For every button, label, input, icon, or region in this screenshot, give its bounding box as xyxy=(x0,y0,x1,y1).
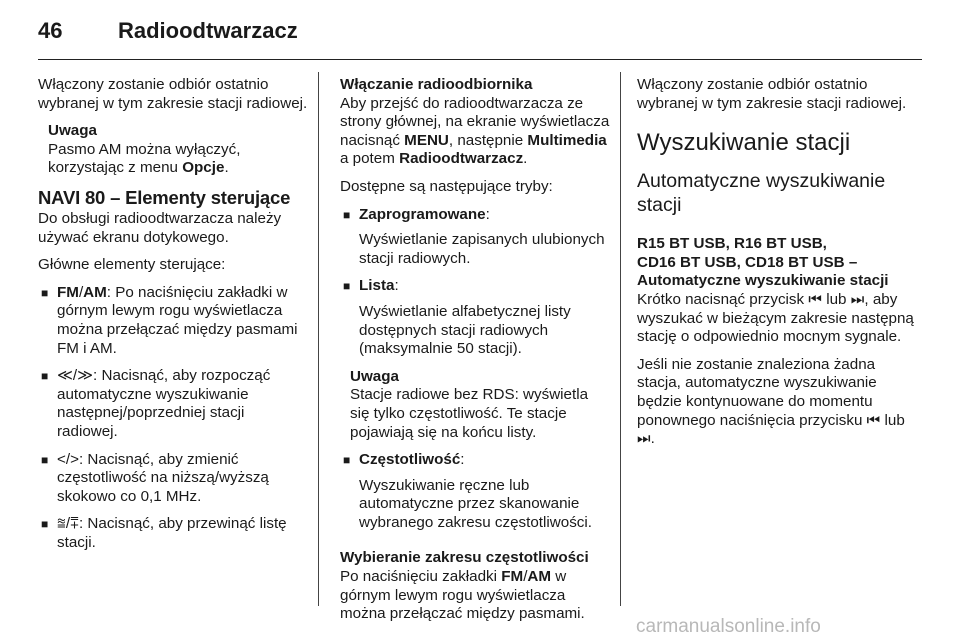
intro-paragraph: Włączony zostanie odbiór ostatnio wybranej w tym zakresie stacji radiowej. xyxy=(637,76,907,112)
modes-list xyxy=(340,451,610,532)
model-heading-line: CD16 BT USB, CD18 BT USB – xyxy=(637,253,858,271)
mode-label: Lista xyxy=(359,277,395,295)
colon: : xyxy=(394,277,399,295)
column-divider-left xyxy=(318,72,319,606)
list-item xyxy=(340,451,610,532)
column-left xyxy=(38,76,308,561)
skip-previous-icon: ⏮ xyxy=(808,290,823,308)
step-arrows-icon: </> xyxy=(57,450,79,468)
text: Po naciśnięciu zakładki xyxy=(340,568,502,586)
list-item xyxy=(340,277,610,358)
list-item-text: : Po naciśnięciu zakładki w górnym lewym rogu wyświetlacza można przełączać między pasmami FM i AM. xyxy=(57,283,298,357)
column-divider-right xyxy=(620,72,621,606)
text: Krótko nacisnąć przycisk xyxy=(637,290,809,308)
skip-previous-icon: ⏮ xyxy=(866,411,881,429)
mode-description: Wyświetlanie zapisanych ulubionych stacji radiowych. xyxy=(359,231,605,267)
text: lub xyxy=(880,411,905,429)
mode-label: Częstotliwość xyxy=(359,451,461,469)
text: , aby wyszukać w bieżącym zakresie następną stację o odpowiednio mocnym sygnale. xyxy=(637,290,914,346)
text: a potem xyxy=(340,150,400,168)
mode-label: Zaprogramowane xyxy=(359,205,486,223)
header-rule xyxy=(38,59,922,60)
section-heading-navi80: NAVI 80 – Elementy sterujące xyxy=(38,186,291,208)
section-heading-search: Wyszukiwanie stacji xyxy=(637,129,851,157)
note-text: Stacje radiowe bez RDS: wyświetla się tylko częstotliwość. Te stacje pojawiają się na końcu listy. xyxy=(350,386,589,441)
skip-next-icon: ⏭ xyxy=(637,430,651,448)
paragraph xyxy=(637,291,922,347)
model-heading-line: R15 BT USB, R16 BT USB, xyxy=(637,235,827,253)
column-right xyxy=(637,76,922,458)
model-heading xyxy=(637,235,922,291)
colon: : xyxy=(485,205,490,223)
note-text xyxy=(48,141,308,178)
mode-description: Wyszukiwanie ręczne lub automatyczne przez skanowanie wybranego zakresu częstotliwości. xyxy=(359,476,592,531)
modes-list xyxy=(340,206,610,359)
paragraph: Główne elementy sterujące: xyxy=(38,256,226,274)
model-heading-line: Automatyczne wyszukiwanie stacji xyxy=(637,272,889,290)
list-item-text: : Nacisnąć, aby rozpocząć automatyczne wyszukiwanie następnej/poprzedniej stacji radiowej. xyxy=(57,367,271,440)
list-item xyxy=(38,451,308,507)
text: Aby przejść do radioodtwarzacza ze strony głównej, na ekranie wyświetlacza nacisnąć xyxy=(340,94,610,149)
page-title: Radioodtwarzacz xyxy=(118,18,298,43)
list-item xyxy=(340,206,610,269)
subsection-heading: Automatyczne wyszukiwanie stacji xyxy=(637,170,886,217)
colon: : xyxy=(460,451,465,469)
text: Jeśli nie zostanie znaleziona żadna stacja, automatyczne wyszukiwanie będzie kontynuowane do momentu ponownego naciśnięcia przycisku xyxy=(637,355,877,429)
controls-list xyxy=(38,284,308,553)
paragraph xyxy=(340,95,610,169)
text: . xyxy=(523,150,528,168)
fm-label: FM xyxy=(501,568,524,586)
menu-label: MENU xyxy=(404,131,449,149)
note-text-part: Pasmo AM można wyłączyć, korzystając z menu xyxy=(48,140,241,177)
column-middle xyxy=(340,76,610,633)
subheading-band-select: Wybieranie zakresu częstotliwości xyxy=(340,549,589,567)
note-text-end: . xyxy=(224,159,229,177)
note-heading: Uwaga xyxy=(48,122,97,140)
list-item xyxy=(38,284,308,358)
mode-description: Wyświetlanie alfabetycznej listy dostępnych stacji radiowych (maksymalnie 50 stacji). xyxy=(359,302,571,358)
paragraph xyxy=(340,568,610,624)
list-item xyxy=(38,367,308,441)
am-label: AM xyxy=(527,568,552,586)
page-header xyxy=(38,0,922,60)
fm-label: FM xyxy=(57,283,79,301)
watermark: carmanualsonline.info xyxy=(636,616,821,637)
list-item-text: : Nacisnąć, aby zmienić częstotliwość na niższą/wyższą skokowo co 0,1 MHz. xyxy=(57,450,269,505)
intro-paragraph: Włączony zostanie odbiór ostatnio wybranej w tym zakresie stacji radiowej. xyxy=(38,76,308,112)
skip-next-icon: ⏭ xyxy=(850,290,865,308)
subheading-radio-on: Włączanie radioodbiornika xyxy=(340,76,533,93)
scroll-list-icon: ⩰/⩱ xyxy=(57,515,79,533)
radio-label: Radioodtwarzacz xyxy=(399,150,524,168)
note-heading: Uwaga xyxy=(350,367,399,385)
spacer xyxy=(340,541,610,549)
list-item-text: : Nacisnąć, aby przewinąć listę stacji. xyxy=(57,515,287,551)
list-item xyxy=(38,515,308,552)
text: lub xyxy=(822,290,851,308)
text: . xyxy=(650,430,655,448)
multimedia-label: Multimedia xyxy=(527,131,607,149)
slash: / xyxy=(78,283,84,301)
text: , następnie xyxy=(448,131,528,149)
page-number: 46 xyxy=(38,18,63,43)
note-block xyxy=(340,368,610,442)
seek-arrows-icon: ≪/≫ xyxy=(57,367,94,385)
note-block xyxy=(38,122,308,178)
text: w górnym lewym rogu wyświetlacza można przełączać między pasmami. xyxy=(340,568,585,623)
note-menu-opcje: Opcje xyxy=(182,159,225,177)
paragraph: Do obsługi radioodtwarzacza należy używać ekranu dotykowego. xyxy=(38,209,282,246)
slash: / xyxy=(523,568,528,586)
paragraph: Dostępne są następujące tryby: xyxy=(340,177,553,195)
am-label: AM xyxy=(83,283,107,301)
paragraph xyxy=(637,356,922,449)
